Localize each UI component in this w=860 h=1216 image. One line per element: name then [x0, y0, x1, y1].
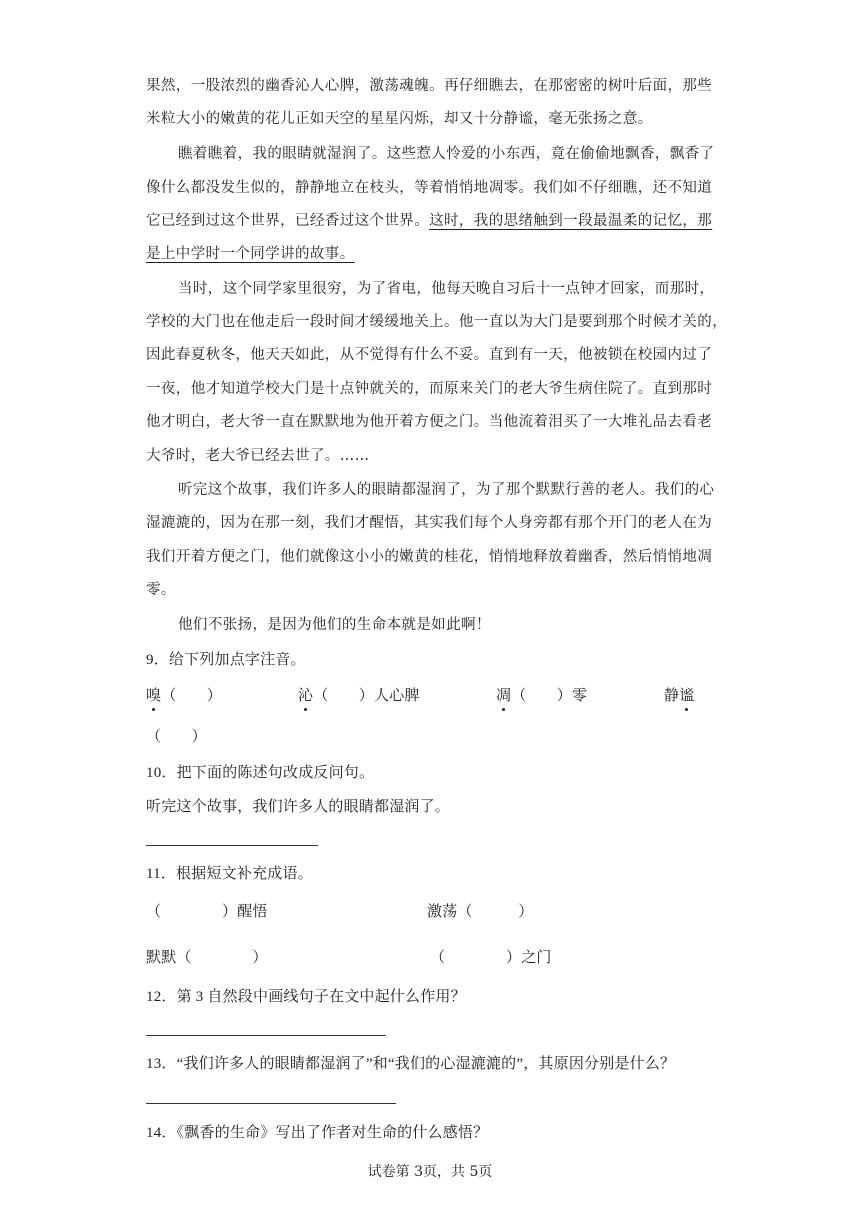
- q9-item: 嗅（ ）: [146, 684, 222, 705]
- answer-line[interactable]: [146, 845, 318, 846]
- q9-item: 沁（ ）人心脾: [298, 684, 420, 705]
- passage-line: 零。: [146, 582, 176, 598]
- answer-line[interactable]: [146, 1103, 396, 1104]
- q11-item: （ ）之门: [430, 950, 552, 966]
- underlined-sentence: 这时，我的思绪触到一段最温柔的记忆，那: [429, 213, 713, 229]
- question-12-title: 12．第 3 自然段中画线句子在文中起什么作用？: [146, 989, 466, 1005]
- passage-line: 听完这个故事，我们许多人的眼睛都湿润了，为了那个默默行善的老人。我们的心: [178, 482, 715, 498]
- question-11-title: 11．根据短文补充成语。: [146, 866, 313, 882]
- passage-line: 它已经到过这个世界，已经香过这个世界。这时，我的思绪触到一段最温柔的记忆，那: [146, 213, 713, 229]
- answer-line[interactable]: [146, 1035, 386, 1036]
- page-footer: 试卷第 3页，共 5页: [367, 1164, 493, 1180]
- passage-line: 一夜，他才知道学校大门是十点钟就关的，而原来关门的老大爷生病住院了。直到那时: [146, 381, 713, 397]
- q11-item: 默默（ ）: [146, 950, 268, 966]
- passage-line: 湿漉漉的，因为在那一刻，我们才醒悟，其实我们每个人身旁都有那个开门的老人在为: [146, 515, 713, 531]
- question-14-title: 14．《飘香的生命》写出了作者对生命的什么感悟？: [146, 1125, 489, 1141]
- question-10-sentence: 听完这个故事，我们许多人的眼睛都湿润了。: [146, 799, 451, 815]
- passage-line: 他才明白，老大爷一直在默默地为他开着方便之门。当他流着泪买了一大堆礼品去看老: [146, 414, 713, 430]
- q11-item: （ ）醒悟: [146, 904, 268, 920]
- q9-item: 静谧: [664, 684, 694, 705]
- passage-line: 因此春夏秋冬，他天天如此，从不觉得有什么不妥。直到有一天，他被锁在校园内过了: [146, 347, 713, 363]
- passage-line: 我们开着方便之门，他们就像这小小的嫩黄的桂花，悄悄地释放着幽香，然后悄悄地凋: [146, 549, 713, 565]
- passage-line: 米粒大小的嫩黄的花儿正如天空的星星闪烁，却又十分静谧，毫无张扬之意。: [146, 111, 653, 127]
- underlined-sentence: 是上中学时一个同学讲的故事。: [146, 246, 355, 262]
- passage-line: 果然，一股浓烈的幽香沁人心脾，激荡魂魄。再仔细瞧去，在那密密的树叶后面，那些: [146, 78, 713, 94]
- question-13-title: 13．“我们许多人的眼睛都湿润了”和“我们的心湿漉漉的”，其原因分别是什么？: [146, 1056, 676, 1072]
- passage-line: 当时，这个同学家里很穷，为了省电，他每天晚自习后十一点钟才回家，而那时，: [178, 281, 715, 297]
- passage-line: 大爷时，老大爷已经去世了。……: [146, 448, 370, 464]
- passage-line: 学校的大门也在他走后一段时间才缓缓地关上。他一直以为大门是要到那个时候才关的，: [146, 314, 728, 330]
- passage-line: 他们不张扬，是因为他们的生命本就是如此啊！: [178, 617, 491, 633]
- q9-item: 凋（ ）零: [496, 684, 587, 705]
- q11-item: 激荡（ ）: [427, 904, 534, 920]
- passage-line: 瞧着瞧着，我的眼睛就湿润了。这些惹人怜爱的小东西，竟在偷偷地飘香，飘香了: [178, 146, 715, 162]
- question-10-title: 10．把下面的陈述句改成反问句。: [146, 765, 375, 781]
- passage-line: 像什么都没发生似的，静静地立在枝头，等着悄悄地凋零。我们如不仔细瞧，还不知道: [146, 180, 713, 196]
- q9-paren: （ ）: [146, 729, 207, 745]
- question-9-title: 9．给下列加点字注音。: [146, 652, 306, 668]
